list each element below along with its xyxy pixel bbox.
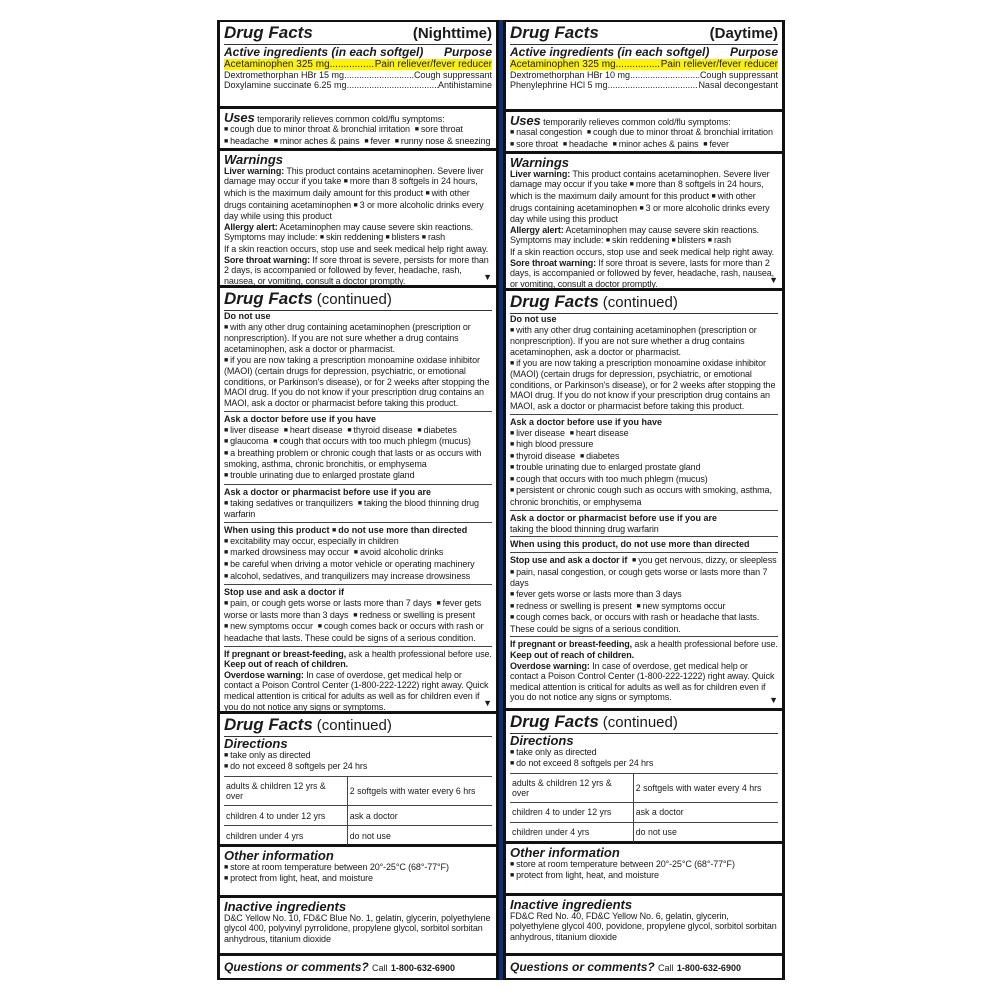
ingredient-row (510, 59, 778, 70)
stop-use-section (510, 552, 778, 634)
ask-doctor-item: ■ high blood pressure (510, 439, 593, 449)
do-not-use-title: Do not use (224, 310, 271, 321)
purpose-heading: Purpose (729, 45, 778, 59)
inactive-text: FD&C Red No. 40, FD&C Yellow No. 6, gelatin, glycerin, polyethylene glycol 400, povidone, propylene glycol, sorbitol sorbitan anhydrous, titanium dioxide (510, 910, 777, 942)
sore-throat-label: Sore throat warning: (510, 257, 597, 268)
ingredient-purpose: Nasal decongestant (698, 80, 778, 90)
do-not-use-item: ■ if you are now taking a prescription monoamine oxidase inhibitor (MAOI) (certain drugs for depression, psychiatric, or emotional conditions, or Parkinson's disease), or for 2 weeks after stopping the MAOI drug. If you do not know if your prescription drug contains an MAOI, ask a doctor or pharmacist before taking this product. (224, 355, 489, 408)
ask-pharmacist-title: Ask a doctor or pharmacist before use if you are (224, 486, 432, 497)
ask-doctor-item: ■ persistent or chronic cough such as occurs with smoking, asthma, chronic bronchitis, or emphysema (510, 485, 772, 507)
table-row (224, 806, 492, 826)
call-label: Call (372, 963, 388, 973)
ask-doctor-section (224, 411, 492, 482)
allergy-alert-label: Allergy alert: (224, 221, 278, 232)
when-using-title-item: ■ do not use more than directed (332, 525, 467, 535)
other-info-item: ■ protect from light, heat, and moisture (510, 870, 659, 880)
ask-doctor-item: ■ thyroid disease (510, 451, 575, 461)
liver-warning-label: Liver warning: (224, 165, 285, 176)
warning-item: ■ more than 8 softgels in 24 hours, which is the maximum daily amount for this product (224, 176, 478, 198)
ask-doctor-item: ■ trouble urinating due to enlarged prostate gland (510, 462, 700, 472)
ask-pharmacist-section (510, 510, 778, 535)
ingredient-name: Dextromethorphan HBr 10 mg (510, 70, 631, 80)
ingredient-purpose: Pain reliever/fever reducer (374, 59, 492, 70)
stop-use-after-text: These could be signs of a serious condition. (510, 623, 681, 634)
drug-facts-header (224, 24, 492, 45)
overdose-label: Overdose warning: (510, 660, 590, 671)
age-group-cell: children 4 to under 12 yrs (224, 806, 347, 826)
ask-pharmacist-item: ■ taking sedatives or tranquilizers (224, 498, 353, 508)
active-ingredients-heading (510, 45, 778, 59)
when-using-section (510, 536, 778, 550)
drug-facts-title: Drug Facts (224, 23, 313, 42)
active-ingredients-title: Active ingredients (in each softgel) (510, 45, 710, 59)
stop-use-item: ■ pain, nasal congestion, or cough gets worse or lasts more than 7 days (510, 567, 767, 589)
ask-doctor-item: ■ liver disease (224, 425, 279, 435)
directions-title: Directions (224, 735, 288, 751)
stop-use-item: ■ fever gets worse or lasts more than 3 days (510, 589, 682, 599)
allergy-alert-text: Acetaminophen may cause severe skin reactions. Symptoms may include: (224, 221, 474, 243)
pregnant-text: ask a health professional before use. (634, 639, 778, 650)
ingredient-purpose: Cough suppressant (699, 70, 778, 80)
table-row (510, 773, 778, 802)
ask-pharmacist-title: Ask a doctor or pharmacist before use if you are (510, 512, 718, 523)
when-using-title: When using this product (224, 524, 330, 535)
ingredient-row (224, 59, 492, 70)
ask-doctor-item: ■ diabetes (580, 451, 619, 461)
directions-item: ■ do not exceed 8 softgels per 24 hrs (510, 758, 653, 768)
stop-use-section (224, 584, 492, 643)
warning-item: ■ rash (422, 232, 445, 242)
ask-pharmacist-item: ■ taking the blood thinning drug warfarin (224, 498, 479, 520)
dosage-cell: 2 softgels with water every 4 hrs (633, 773, 778, 802)
uses-panel (220, 109, 496, 148)
drug-facts-label (217, 20, 783, 980)
questions-label: Questions or comments? (224, 960, 369, 974)
continue-arrow-icon: ▼ (769, 694, 778, 705)
ask-doctor-section (510, 414, 778, 508)
warning-item: ■ skin reddening (606, 235, 669, 245)
continued-panel (506, 291, 782, 708)
pregnancy-overdose-section (224, 646, 492, 713)
active-ingredients-panel (220, 22, 496, 106)
ask-doctor-item: ■ a breathing problem or chronic cough that lasts or as occurs with smoking, asthma, chronic bronchitis, or emphysema (224, 448, 481, 470)
uses-item: ■ sore throat (510, 139, 558, 149)
inactive-title: Inactive ingredients (510, 896, 633, 912)
directions-item: ■ take only as directed (224, 750, 311, 760)
table-row (510, 822, 778, 842)
allergy-after-text: If a skin reaction occurs, stop use and seek medical help right away. (510, 246, 775, 257)
pregnant-label: If pregnant or breast-feeding, (510, 639, 633, 650)
dosage-cell: 2 softgels with water every 6 hrs (347, 777, 492, 806)
questions-label: Questions or comments? (510, 960, 655, 974)
inactive-text: D&C Yellow No. 10, FD&C Blue No. 1, gelatin, glycerin, polyethylene glycol 400, polyvinyl pyrrolidone, propylene glycol, sorbitol sorbitan anhydrous, titanium dioxide (224, 912, 491, 944)
ask-doctor-item: ■ trouble urinating due to enlarged prostate gland (224, 470, 414, 480)
uses-panel (506, 112, 782, 151)
when-using-item: ■ excitability may occur, especially in children (224, 536, 399, 546)
variant-label: (Daytime) (709, 25, 778, 42)
warnings-title: Warnings (510, 154, 569, 170)
allergy-alert-label: Allergy alert: (510, 224, 564, 235)
ingredient-row (510, 80, 778, 90)
dosage-cell: ask a doctor (347, 806, 492, 826)
do-not-use-item: ■ with any other drug containing acetaminophen (prescription or nonprescription). If you are not sure whether a drug contains acetaminophen, ask a doctor or pharmacist. (510, 325, 757, 357)
when-using-section (224, 522, 492, 582)
drug-facts-title: Drug Facts (510, 291, 599, 311)
continued-panel (220, 288, 496, 711)
stop-use-item: ■ new symptoms occur (637, 601, 726, 611)
table-row (224, 777, 492, 806)
when-using-item: ■ be careful when driving a motor vehicle or operating machinery (224, 559, 475, 569)
ask-doctor-item: ■ liver disease (510, 428, 565, 438)
ask-doctor-item: ■ diabetes (417, 425, 456, 435)
directions-item: ■ take only as directed (510, 747, 597, 757)
inactive-title: Inactive ingredients (224, 898, 347, 914)
stop-use-item: ■ you get nervous, dizzy, or sleepless (632, 555, 776, 565)
ingredient-purpose: Antihistamine (437, 80, 492, 90)
warning-item: ■ skin reddening (320, 232, 383, 242)
warnings-panel (220, 151, 496, 285)
warning-item: ■ blisters (386, 232, 420, 242)
directions-title: Directions (510, 732, 574, 748)
uses-item: ■ nasal congestion (510, 127, 582, 137)
uses-item: ■ minor aches & pains (274, 136, 360, 146)
dosage-table (224, 776, 492, 845)
overdose-label: Overdose warning: (224, 669, 304, 680)
ingredient-name: Doxylamine succinate 6.25 mg (224, 80, 347, 90)
warning-item: ■ rash (708, 235, 731, 245)
drug-facts-title: Drug Facts (224, 714, 313, 734)
directions-panel (220, 714, 496, 844)
ingredient-purpose: Pain reliever/fever reducer (660, 59, 778, 70)
stop-use-item: ■ new symptoms occur (224, 621, 313, 631)
allergy-alert-text: Acetaminophen may cause severe skin reactions. Symptoms may include: (510, 224, 760, 246)
do-not-use-title: Do not use (510, 313, 557, 324)
active-ingredients-heading (224, 45, 492, 59)
sore-throat-text: If sore throat is severe, lasts for more than 2 days, is accompanied or followed by fever, headache, rash, nausea, or vomiting, consult a doctor promptly. (510, 257, 775, 289)
directions-panel (506, 711, 782, 841)
other-info-item: ■ store at room temperature between 20°-25°C (68°-77°F) (510, 859, 735, 869)
ask-doctor-title: Ask a doctor before use if you have (224, 413, 377, 424)
continue-arrow-icon: ▼ (769, 274, 778, 285)
ask-doctor-item: ■ heart disease (570, 428, 629, 438)
do-not-use-item: ■ if you are now taking a prescription monoamine oxidase inhibitor (MAOI) (certain drugs for depression, psychiatric, or emotional conditions, or Parkinson's disease), or for 2 weeks after stopping the MAOI drug. If you do not know if your prescription drug contains an MAOI, ask a doctor or pharmacist before taking this product. (510, 358, 775, 411)
liver-warning-text: This product contains acetaminophen. Severe liver damage may occur if you take (224, 165, 484, 187)
when-using-item: ■ marked drowsiness may occur (224, 547, 349, 557)
call-label: Call (658, 963, 674, 973)
uses-item: ■ runny nose & sneezing (395, 136, 491, 146)
ask-doctor-item: ■ glaucoma (224, 436, 268, 446)
ingredient-row (510, 70, 778, 80)
warning-item: ■ blisters (672, 235, 706, 245)
ingredient-name: Dextromethorphan HBr 15 mg (224, 70, 345, 80)
stop-use-item: ■ pain, or cough gets worse or lasts more than 7 days (224, 598, 432, 608)
sore-throat-label: Sore throat warning: (224, 254, 311, 265)
dosage-cell: ask a doctor (633, 802, 778, 822)
uses-item: ■ headache (224, 136, 269, 146)
ask-doctor-title: Ask a doctor before use if you have (510, 416, 663, 427)
sore-throat-text: If sore throat is severe, persists for more than 2 days, is accompanied or followed by fever, headache, rash, nausea, or vomiting, consult a doctor promptly. (224, 254, 489, 286)
drug-facts-title: Drug Facts (224, 288, 313, 308)
other-info-title: Other information (510, 844, 620, 860)
continued-label: (continued) (316, 716, 392, 734)
liver-warning-text: This product contains acetaminophen. Severe liver damage may occur if you take (510, 168, 770, 190)
uses-intro: temporarily relieves common cold/flu symptoms: (543, 116, 731, 127)
age-group-cell: adults & children 12 yrs & over (224, 777, 347, 806)
other-information-panel (220, 847, 496, 895)
stop-use-title: Stop use and ask a doctor if (510, 555, 628, 566)
table-row (224, 826, 492, 846)
continued-label: (continued) (316, 290, 392, 308)
other-info-title: Other information (224, 847, 334, 863)
uses-title: Uses (510, 112, 541, 128)
ask-pharmacist-text: taking the blood thinning drug warfarin (510, 523, 659, 534)
nighttime-column (217, 20, 499, 980)
continue-arrow-icon: ▼ (483, 697, 492, 708)
continued-label: (continued) (602, 713, 678, 731)
drug-facts-header (510, 24, 778, 45)
directions-item: ■ do not exceed 8 softgels per 24 hrs (224, 761, 367, 771)
ask-doctor-item: ■ cough that occurs with too much phlegm (mucus) (510, 474, 708, 484)
age-group-cell: adults & children 12 yrs & over (510, 773, 633, 802)
ask-pharmacist-section (224, 484, 492, 520)
variant-label: (Nighttime) (412, 25, 492, 42)
continued-label: (continued) (602, 293, 678, 311)
warning-item: ■ with other drugs containing acetaminophen (224, 188, 470, 210)
dosage-cell: do not use (347, 826, 492, 846)
warning-item: ■ with other drugs containing acetaminophen (510, 191, 756, 213)
other-info-item: ■ store at room temperature between 20°-25°C (68°-77°F) (224, 862, 449, 872)
daytime-column (503, 20, 785, 980)
phone-number[interactable]: 1-800-632-6900 (676, 963, 741, 973)
inactive-ingredients-panel (506, 896, 782, 953)
age-group-cell: children under 4 yrs (224, 826, 347, 846)
when-using-item: ■ avoid alcoholic drinks (354, 547, 444, 557)
ingredient-purpose: Cough suppressant (413, 70, 492, 80)
uses-item: ■ headache (563, 139, 608, 149)
stop-use-item: ■ cough comes back or occurs with rash or headache that lasts. These could be signs of a serious condition. (224, 621, 484, 643)
allergy-after-text: If a skin reaction occurs, stop use and seek medical help right away. (224, 244, 489, 255)
overdose-text: In case of overdose, get medical help or contact a Poison Control Center (1-800-222-1222) right away. Quick medical attention is critical for adults as well as for children even if you do not notice any signs or symptoms. (224, 669, 489, 712)
inactive-ingredients-panel (220, 898, 496, 953)
when-using-title: When using this product, do not use more than directed (510, 539, 750, 550)
questions-panel (506, 956, 782, 978)
stop-use-title: Stop use and ask a doctor if (224, 587, 345, 598)
stop-use-item: ■ redness or swelling is present (510, 601, 632, 611)
table-row (510, 802, 778, 822)
keep-out-text: Keep out of reach of children. (510, 650, 635, 660)
uses-item: ■ cough due to minor throat & bronchial irritation (587, 127, 773, 137)
pregnancy-overdose-section (510, 636, 778, 703)
when-using-item: ■ alcohol, sedatives, and tranquilizers may increase drowsiness (224, 571, 470, 581)
drug-facts-title: Drug Facts (510, 711, 599, 731)
keep-out-text: Keep out of reach of children. (224, 659, 349, 670)
warning-item: ■ more than 8 softgels in 24 hours, which is the maximum daily amount for this product (510, 179, 764, 201)
uses-title: Uses (224, 109, 255, 125)
ingredient-name: Acetaminophen 325 mg (510, 59, 616, 70)
liver-warning-label: Liver warning: (510, 168, 571, 179)
ingredient-name: Phenylephrine HCl 5 mg (510, 80, 608, 90)
uses-item: ■ fever (364, 136, 390, 146)
active-ingredients-title: Active ingredients (in each softgel) (224, 45, 424, 59)
pregnant-text: ask a health professional before use. (348, 648, 492, 659)
questions-panel (220, 956, 496, 978)
warnings-title: Warnings (224, 151, 283, 167)
age-group-cell: children under 4 yrs (510, 822, 633, 842)
phone-number[interactable]: 1-800-632-6900 (390, 963, 455, 973)
uses-item: ■ sore throat (415, 124, 463, 134)
ask-doctor-item: ■ thyroid disease (347, 425, 412, 435)
ingredient-row (224, 80, 492, 90)
uses-intro: temporarily relieves common cold/flu symptoms: (257, 113, 445, 124)
other-information-panel (506, 844, 782, 893)
warning-item: ■ 3 or more alcoholic drinks every day while using this product (510, 203, 770, 225)
dosage-table (510, 773, 778, 842)
uses-item: ■ minor aches & pains (613, 139, 699, 149)
drug-facts-title: Drug Facts (510, 23, 599, 42)
uses-item: ■ cough due to minor throat & bronchial irritation (224, 124, 410, 134)
overdose-text: In case of overdose, get medical help or contact a Poison Control Center (1-800-222-1222) right away. Quick medical attention is critical for adults as well as for children even if you do not notice any signs or symptoms. (510, 660, 775, 703)
pregnant-label: If pregnant or breast-feeding, (224, 648, 347, 659)
stop-use-item: ■ fever gets worse or lasts more than 3 days (224, 598, 481, 620)
ask-doctor-item: ■ cough that occurs with too much phlegm (mucus) (273, 436, 471, 446)
ingredient-row (224, 70, 492, 80)
other-info-item: ■ protect from light, heat, and moisture (224, 873, 373, 883)
active-ingredients-panel (506, 22, 782, 109)
do-not-use-item: ■ with any other drug containing acetaminophen (prescription or nonprescription). If you are not sure whether a drug contains acetaminophen, ask a doctor or pharmacist. (224, 322, 471, 354)
purpose-heading: Purpose (443, 45, 492, 59)
dosage-cell: do not use (633, 822, 778, 842)
uses-item: ■ fever (703, 139, 729, 149)
warnings-panel (506, 154, 782, 288)
continue-arrow-icon: ▼ (483, 271, 492, 282)
ask-doctor-item: ■ heart disease (284, 425, 343, 435)
stop-use-item: ■ redness or swelling is present (353, 610, 475, 620)
ingredient-name: Acetaminophen 325 mg (224, 59, 330, 70)
warning-item: ■ 3 or more alcoholic drinks every day while using this product (224, 200, 484, 222)
stop-use-item: ■ cough comes back, or occurs with rash or headache that lasts. (510, 612, 759, 622)
age-group-cell: children 4 to under 12 yrs (510, 802, 633, 822)
